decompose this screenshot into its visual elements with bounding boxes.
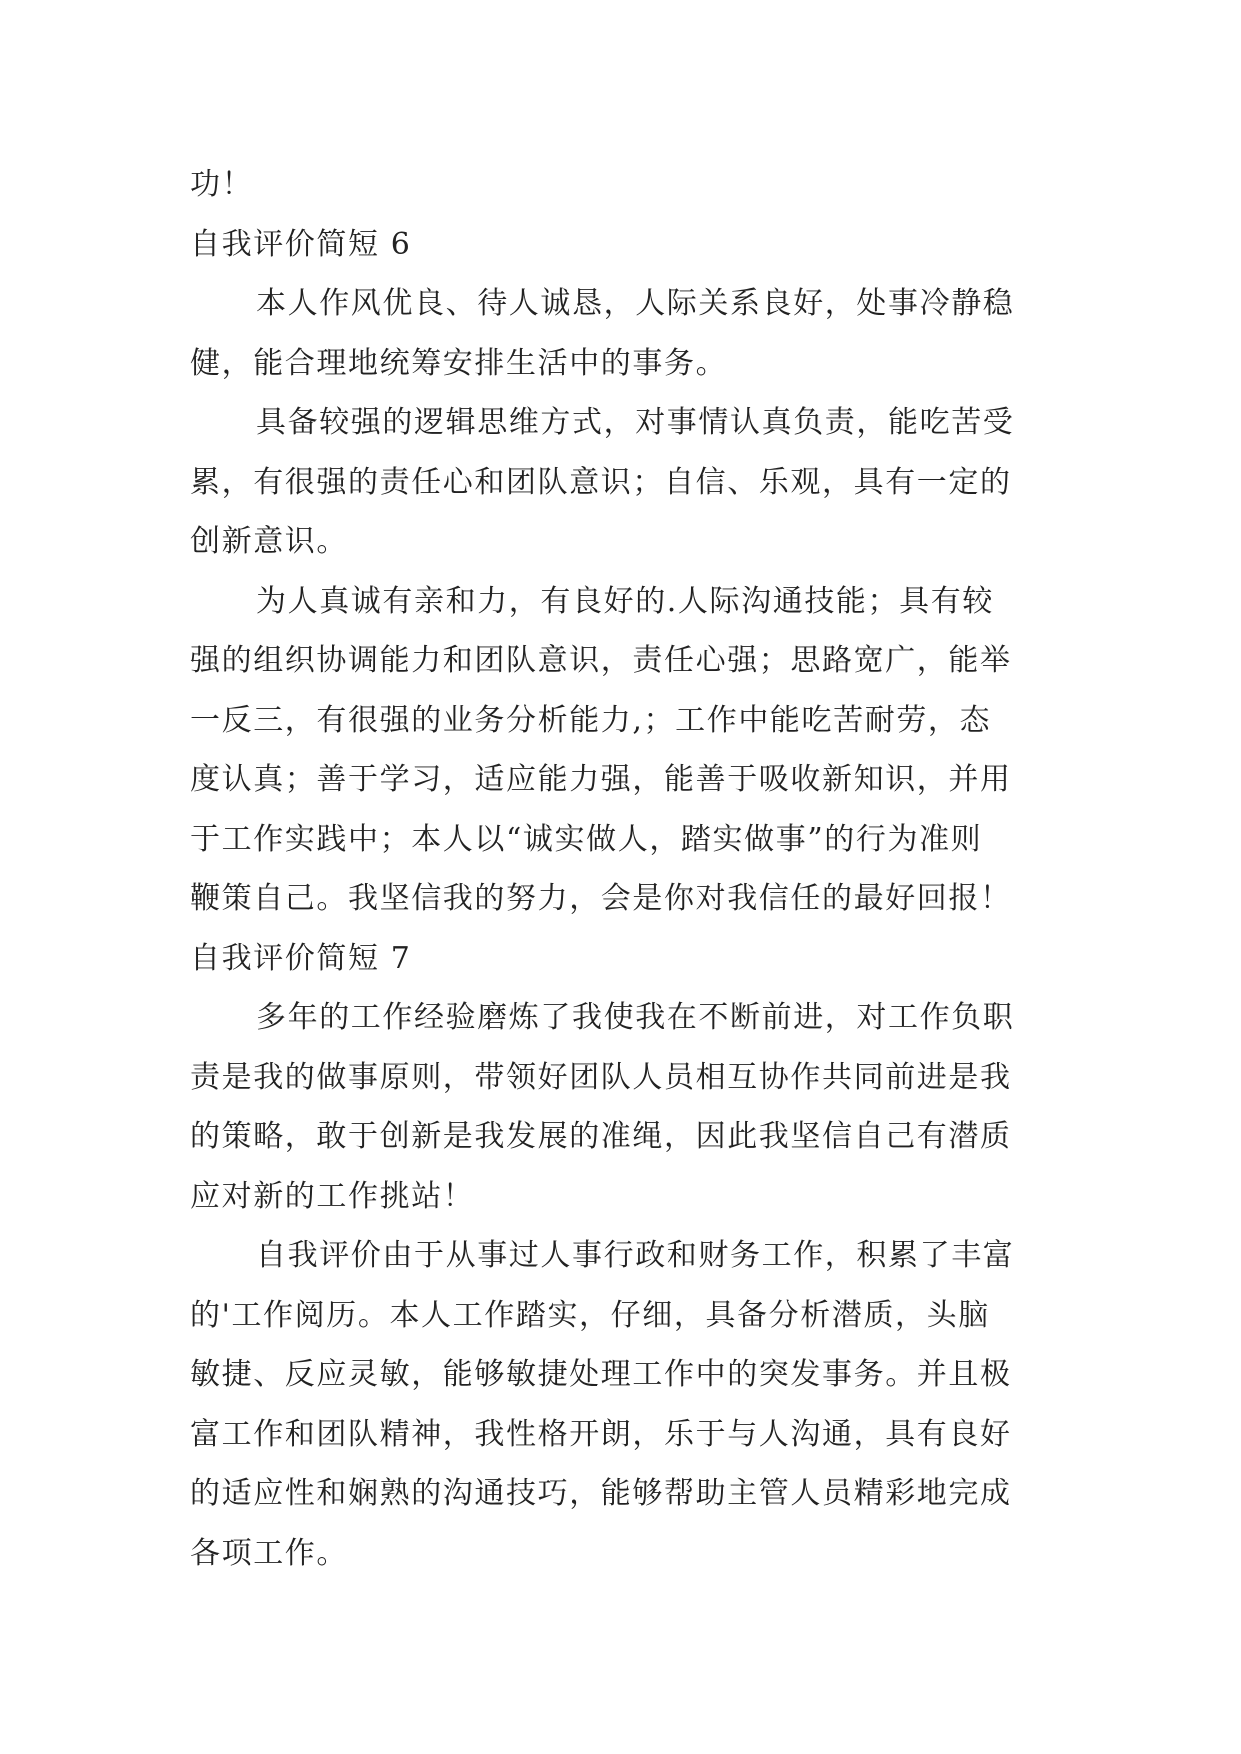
section-heading-7: 自我评价简短 7 xyxy=(190,940,412,976)
text-line: 于工作实践中；本人以“诚实做人，踏实做事”的行为准则 xyxy=(190,821,983,857)
text-line: 为人真诚有亲和力，有良好的.人际沟通技能；具有较 xyxy=(256,583,994,619)
text-line: 的适应性和娴熟的沟通技巧，能够帮助主管人员精彩地完成 xyxy=(190,1476,1012,1511)
text-line: 一反三，有很强的业务分析能力,；工作中能吃苦耐劳，态 xyxy=(190,702,992,738)
text-line: 本人作风优良、待人诚恳，人际关系良好，处事冷静稳 xyxy=(256,286,1015,321)
text-line: 富工作和团队精神，我性格开朗，乐于与人沟通，具有良好 xyxy=(190,1416,1012,1452)
text-line: 多年的工作经验磨炼了我使我在不断前进，对工作负职 xyxy=(256,1000,1015,1035)
text-line: 自我评价由于从事过人事行政和财务工作，积累了丰富 xyxy=(256,1238,1015,1273)
text-line: 度认真；善于学习，适应能力强，能善于吸收新知识，并用 xyxy=(190,762,1012,797)
text-line: 创新意识。 xyxy=(190,524,348,559)
text-line: 强的组织协调能力和团队意识，责任心强；思路宽广，能举 xyxy=(190,643,1012,678)
text-line: 责是我的做事原则，带领好团队人员相互协作共同前进是我 xyxy=(190,1059,1012,1095)
text-line: 敏捷、反应灵敏，能够敏捷处理工作中的突发事务。并且极 xyxy=(190,1357,1012,1392)
text-line: 应对新的工作挑站！ xyxy=(190,1178,475,1214)
section-heading-6: 自我评价简短 6 xyxy=(190,226,412,262)
text-line: 具备较强的逻辑思维方式，对事情认真负责，能吃苦受 xyxy=(256,405,1015,440)
document-body xyxy=(190,155,1060,1583)
text-line: 的策略，敢于创新是我发展的准绳，因此我坚信自己有潜质 xyxy=(190,1119,1012,1154)
text-line: 功！ xyxy=(190,167,254,202)
text-line: 健，能合理地统筹安排生活中的事务。 xyxy=(190,345,728,381)
text-line: 鞭策自己。我坚信我的努力，会是你对我信任的最好回报！ xyxy=(190,881,1012,916)
text-line: 各项工作。 xyxy=(190,1535,348,1571)
text-line: 的'工作阅历。本人工作踏实，仔细，具备分析潜质，头脑 xyxy=(190,1297,990,1333)
text-line: 累，有很强的责任心和团队意识；自信、乐观，具有一定的 xyxy=(190,464,1012,500)
